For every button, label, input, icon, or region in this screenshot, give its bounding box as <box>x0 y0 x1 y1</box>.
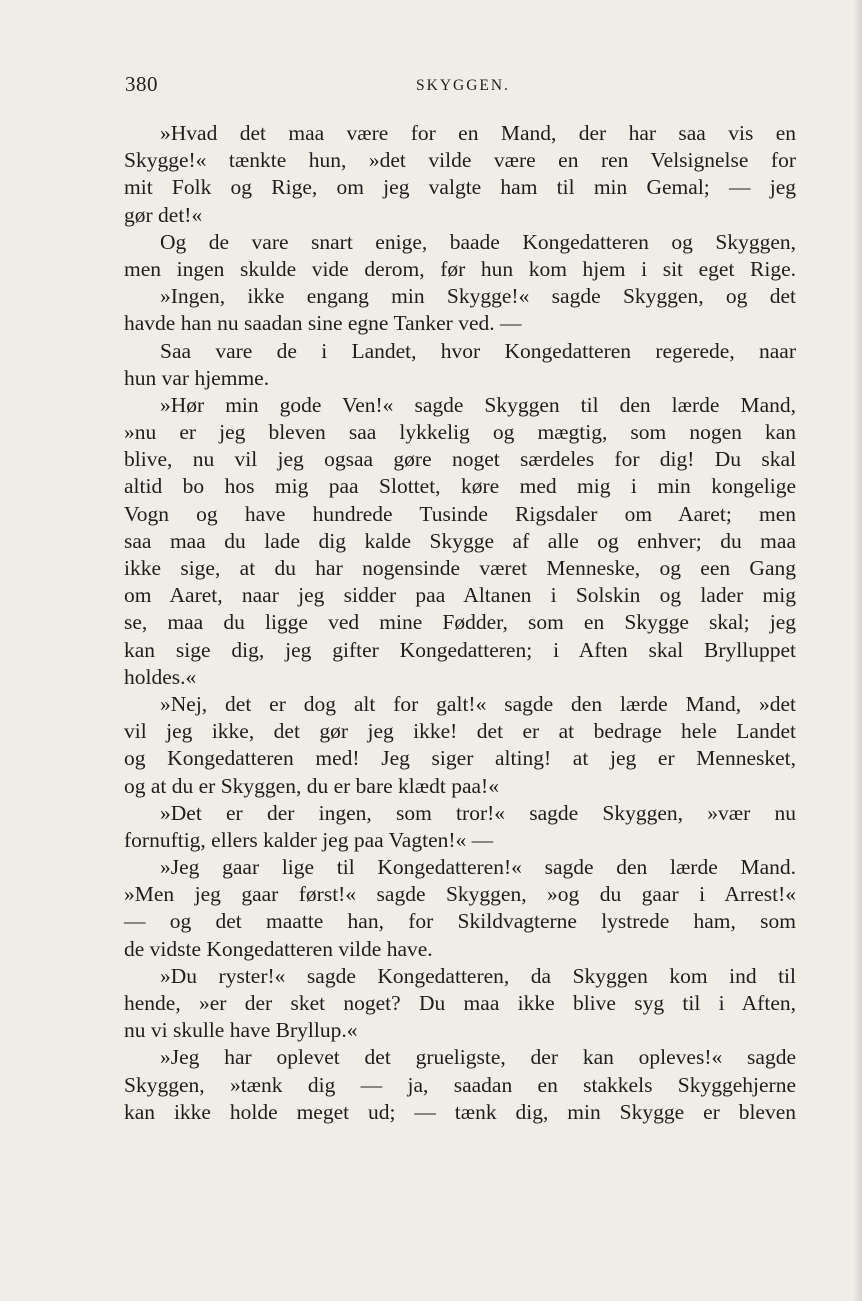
text-line: »Ingen, ikke engang min Skygge!« sagde Skyggen, og det <box>160 284 796 309</box>
text-line: Saa vare de i Landet, hvor Kongedatteren regerede, naar <box>160 338 796 363</box>
text-line: — og det maatte han, for Skildvagterne lystrede ham, som <box>124 909 796 934</box>
text-line: »Jeg gaar lige til Kongedatteren!« sagde den lærde Mand. <box>160 855 796 880</box>
text-line: og Kongedatteren med! Jeg siger alting! at jeg er Mennesket, <box>124 746 796 771</box>
text-line: Vogn og have hundrede Tusinde Rigsdaler om Aaret; men <box>124 501 796 526</box>
text-line: Skyggen, »tænk dig — ja, saadan en stakkels Skyggehjerne <box>124 1072 796 1097</box>
text-line: fornuftig, ellers kalder jeg paa Vagten!« — <box>124 827 494 852</box>
text-line: »Hvad det maa være for en Mand, der har saa vis en <box>160 121 796 145</box>
text-line: »Men jeg gaar først!« sagde Skyggen, »og du gaar i Arrest!« <box>124 882 796 907</box>
page-edge-shadow <box>852 0 862 1301</box>
text-line: havde han nu saadan sine egne Tanker ved. — <box>124 311 522 336</box>
page-number: 380 <box>125 72 158 96</box>
text-line: hun var hjemme. <box>124 365 270 390</box>
text-line: ikke sige, at du har nogensinde været Menneske, og een Gang <box>124 556 796 580</box>
text-line: Skygge!« tænkte hun, »det vilde være en ren Velsignelse for <box>124 148 796 173</box>
text-line: og at du er Skyggen, du er bare klædt paa!« <box>124 773 499 798</box>
text-line: »Nej, det er dog alt for galt!« sagde den lærde Mand, »det <box>160 691 796 716</box>
text-line: »Hør min gode Ven!« sagde Skyggen til den lærde Mand, <box>160 392 796 417</box>
text-line: se, maa du ligge ved mine Fødder, som en Skygge skal; jeg <box>124 610 796 635</box>
text-line: altid bo hos mig paa Slottet, køre med mig i min kongelige <box>124 474 796 499</box>
text-line: om Aaret, naar jeg sidder paa Altanen i Solskin og lader mig <box>124 583 796 608</box>
text-line: men ingen skulde vide derom, før hun kom hjem i sit eget Rige. <box>124 256 796 281</box>
text-line: blive, nu vil jeg ogsaa gøre noget særdeles for dig! Du skal <box>124 447 796 472</box>
running-head-title: SKYGGEN. <box>416 77 510 94</box>
text-line: hende, »er der sket noget? Du maa ikke blive syg til i Aften, <box>124 991 796 1015</box>
body-text <box>124 120 796 1126</box>
text-line: »Det er der ingen, som tror!« sagde Skyggen, »vær nu <box>160 800 796 825</box>
text-line: de vidste Kongedatteren vilde have. <box>124 936 433 961</box>
text-line: »Jeg har oplevet det grueligste, der kan opleves!« sagde <box>160 1045 796 1070</box>
text-line: Og de vare snart enige, baade Kongedatteren og Skyggen, <box>160 229 796 254</box>
text-line: kan ikke holde meget ud; — tænk dig, min Skygge er bleven <box>124 1099 796 1124</box>
text-line: »Du ryster!« sagde Kongedatteren, da Skyggen kom ind til <box>160 963 796 988</box>
text-line: kan sige dig, jeg gifter Kongedatteren; i Aften skal Brylluppet <box>124 637 796 662</box>
text-line: »nu er jeg bleven saa lykkelig og mægtig, som nogen kan <box>124 420 796 445</box>
text-line: gør det!« <box>124 202 203 227</box>
text-line: saa maa du lade dig kalde Skygge af alle og enhver; du maa <box>124 528 796 553</box>
text-line: holdes.« <box>124 664 197 689</box>
text-line: vil jeg ikke, det gør jeg ikke! det er at bedrage hele Landet <box>124 719 796 744</box>
text-line: nu vi skulle have Bryllup.« <box>124 1018 358 1043</box>
text-line: mit Folk og Rige, om jeg valgte ham til min Gemal; — jeg <box>124 175 796 200</box>
